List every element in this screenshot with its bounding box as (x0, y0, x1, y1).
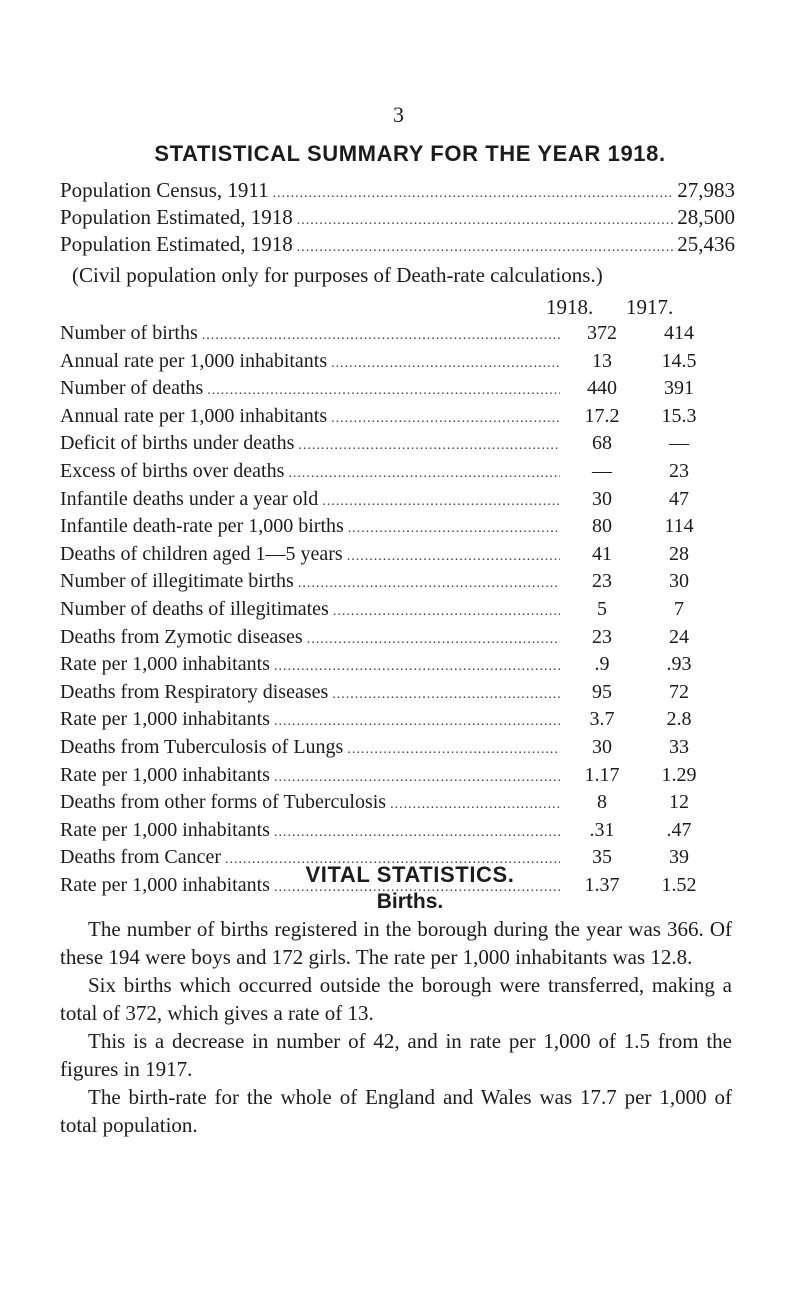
table-row (60, 570, 720, 598)
value-1917: 2.8 (666, 708, 692, 731)
table-row (60, 488, 720, 516)
row-label: Deaths of children aged 1—5 years (60, 542, 343, 565)
dot-leader (331, 411, 560, 427)
row-label: Rate per 1,000 inhabitants (60, 653, 270, 676)
row-label: Number of births (60, 322, 198, 344)
table-row (60, 515, 720, 543)
dot-leader (274, 714, 560, 730)
row-label: Deaths from Tuberculosis of Lungs (60, 735, 344, 758)
value-1917: 39 (669, 846, 689, 869)
dot-leader (297, 240, 674, 256)
row-label: Infantile deaths under a year old (60, 487, 319, 510)
column-header-1918: 1918. (546, 295, 594, 319)
dot-leader (274, 825, 560, 841)
value-1918: 68 (592, 432, 612, 455)
value-1917: .47 (666, 818, 692, 841)
row-label: Rate per 1,000 inhabitants (60, 708, 270, 731)
dot-leader (297, 213, 674, 229)
table-row (60, 791, 720, 819)
value-1917: 12 (669, 791, 689, 814)
value-1918: 23 (592, 570, 612, 593)
value-1918: 8 (597, 791, 607, 814)
row-label: Number of deaths (60, 377, 204, 400)
dot-leader (347, 742, 560, 758)
row-label: Number of deaths of illegitimates (60, 597, 329, 620)
paragraph: The birth-rate for the whole of England and Wales was 17.7 per 1,000 of total population. (60, 1085, 732, 1137)
value-1917: 24 (669, 625, 689, 648)
row-label: Excess of births over deaths (60, 459, 285, 482)
dot-leader (298, 576, 560, 592)
population-row (60, 205, 735, 232)
value-1917: 391 (664, 377, 694, 400)
population-label: Population Estimated, 1918 (60, 205, 293, 229)
dot-leader (322, 494, 560, 510)
value-1918: 440 (587, 377, 617, 400)
paragraph: This is a decrease in number of 42, and in rate per 1,000 of 1.5 from the figures in 1917. (60, 1029, 732, 1081)
table-row (60, 322, 720, 350)
table-row (60, 764, 720, 792)
value-1918: 41 (592, 542, 612, 565)
table-row (60, 708, 720, 736)
page-title: STATISTICAL SUMMARY FOR THE YEAR 1918. (154, 141, 666, 166)
row-label: Annual rate per 1,000 inhabitants (60, 404, 328, 427)
dot-leader (333, 604, 560, 620)
value-1918: 17.2 (584, 404, 620, 427)
table-row (60, 819, 720, 847)
row-label: Deaths from Cancer (60, 846, 222, 869)
dot-leader (273, 186, 674, 202)
value-1918: 1.17 (584, 763, 620, 786)
row-label: Rate per 1,000 inhabitants (60, 818, 270, 841)
row-label: Infantile death-rate per 1,000 births (60, 515, 344, 538)
table-row (60, 543, 720, 571)
value-1917: 72 (669, 680, 689, 703)
table-row (60, 405, 720, 433)
value-1918: 3.7 (589, 708, 615, 731)
page-number: 3 (393, 102, 404, 127)
table-row (60, 736, 720, 764)
population-row (60, 232, 735, 259)
population-value: 28,500 (677, 205, 735, 229)
value-1918: 95 (592, 680, 612, 703)
table-row (60, 626, 720, 654)
value-1917: 414 (664, 322, 694, 344)
row-label: Number of illegitimate births (60, 570, 294, 593)
vital-statistics-heading: VITAL STATISTICS. (305, 862, 515, 887)
value-1918: 13 (592, 349, 612, 372)
dot-leader (274, 659, 560, 675)
dot-leader (207, 383, 560, 399)
value-1917: 114 (664, 515, 694, 538)
row-label: Deficit of births under deaths (60, 432, 295, 455)
value-1917: 14.5 (661, 349, 697, 372)
row-label: Deaths from Zymotic diseases (60, 625, 303, 648)
births-body-text (60, 915, 732, 1139)
table-row (60, 681, 720, 709)
row-label: Rate per 1,000 inhabitants (60, 763, 270, 786)
paragraph: The number of births registered in the borough during the year was 366. Of these 194 were boys and 172 girls. The rate per 1,000 inhabitants was 12.8. (60, 917, 732, 969)
dot-leader (202, 328, 560, 344)
value-1918: 30 (592, 487, 612, 510)
dot-leader (332, 687, 560, 703)
value-1918: .31 (589, 818, 615, 841)
value-1917: .93 (666, 653, 692, 676)
births-heading: Births. (376, 890, 444, 913)
table-row (60, 432, 720, 460)
value-1917: — (669, 432, 689, 455)
civil-population-note: (Civil population only for purposes of Death-rate calculations.) (72, 263, 603, 287)
dot-leader (298, 438, 560, 454)
value-1918: .9 (594, 653, 610, 676)
value-1917: 1.52 (661, 873, 697, 896)
value-1918: 35 (592, 846, 612, 869)
value-1917: 23 (669, 459, 689, 482)
row-label: Annual rate per 1,000 inhabitants (60, 349, 328, 372)
table-row (60, 460, 720, 488)
dot-leader (288, 466, 560, 482)
dot-leader (274, 770, 560, 786)
value-1918: 23 (592, 625, 612, 648)
dot-leader (331, 356, 560, 372)
row-label: Deaths from other forms of Tuberculosis (60, 791, 387, 814)
population-value: 27,983 (677, 178, 735, 202)
value-1918: 80 (592, 515, 612, 538)
value-1918: 30 (592, 735, 612, 758)
row-label: Deaths from Respiratory diseases (60, 680, 329, 703)
value-1917: 47 (669, 487, 689, 510)
dot-leader (307, 632, 560, 648)
dot-leader (348, 521, 560, 537)
value-1917: 1.29 (661, 763, 697, 786)
column-header-1917: 1917. (626, 295, 674, 319)
value-1918: 1.37 (584, 873, 620, 896)
population-label: Population Estimated, 1918 (60, 232, 293, 256)
table-row (60, 598, 720, 626)
population-row (60, 178, 735, 205)
population-label: Population Census, 1911 (60, 178, 269, 202)
value-1918: 372 (587, 322, 617, 344)
table-row (60, 653, 720, 681)
value-1917: 33 (669, 735, 689, 758)
population-list (60, 178, 735, 259)
statistics-table (60, 322, 720, 901)
value-1917: 15.3 (661, 404, 697, 427)
value-1917: 28 (669, 542, 689, 565)
row-label: Rate per 1,000 inhabitants (60, 873, 270, 896)
paragraph: Six births which occurred outside the borough were transferred, making a total of 372, which gives a rate of 13. (60, 973, 732, 1025)
value-1918: 5 (597, 597, 607, 620)
dot-leader (390, 797, 560, 813)
value-1917: 7 (674, 597, 684, 620)
value-1918: — (592, 459, 612, 482)
table-row (60, 350, 720, 378)
value-1917: 30 (669, 570, 689, 593)
dot-leader (347, 549, 560, 565)
table-row (60, 377, 720, 405)
population-value: 25,436 (677, 232, 735, 256)
